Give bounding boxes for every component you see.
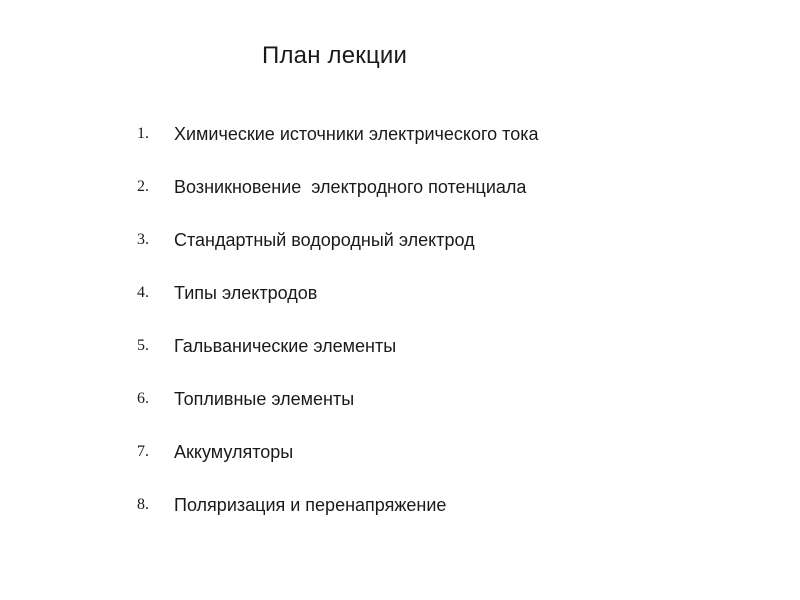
item-number: 6.	[137, 390, 149, 407]
item-text: Типы электродов	[174, 283, 318, 303]
item-text: Возникновение электродного потенциала	[174, 177, 527, 197]
slide-title: План лекции	[262, 42, 408, 69]
item-text: Стандартный водородный электрод	[174, 230, 475, 250]
item-text: Гальванические элементы	[174, 336, 397, 356]
item-text: Аккумуляторы	[174, 442, 294, 462]
item-number: 3.	[137, 231, 149, 248]
item-number: 7.	[137, 443, 149, 460]
item-number: 8.	[137, 496, 149, 513]
item-number: 1.	[137, 125, 149, 142]
item-text: Химические источники электрического тока	[174, 124, 539, 144]
item-number: 4.	[137, 284, 149, 301]
item-text: Поляризация и перенапряжение	[174, 495, 447, 515]
item-number: 5.	[137, 337, 149, 354]
item-text: Топливные элементы	[174, 389, 355, 409]
item-number: 2.	[137, 178, 149, 195]
